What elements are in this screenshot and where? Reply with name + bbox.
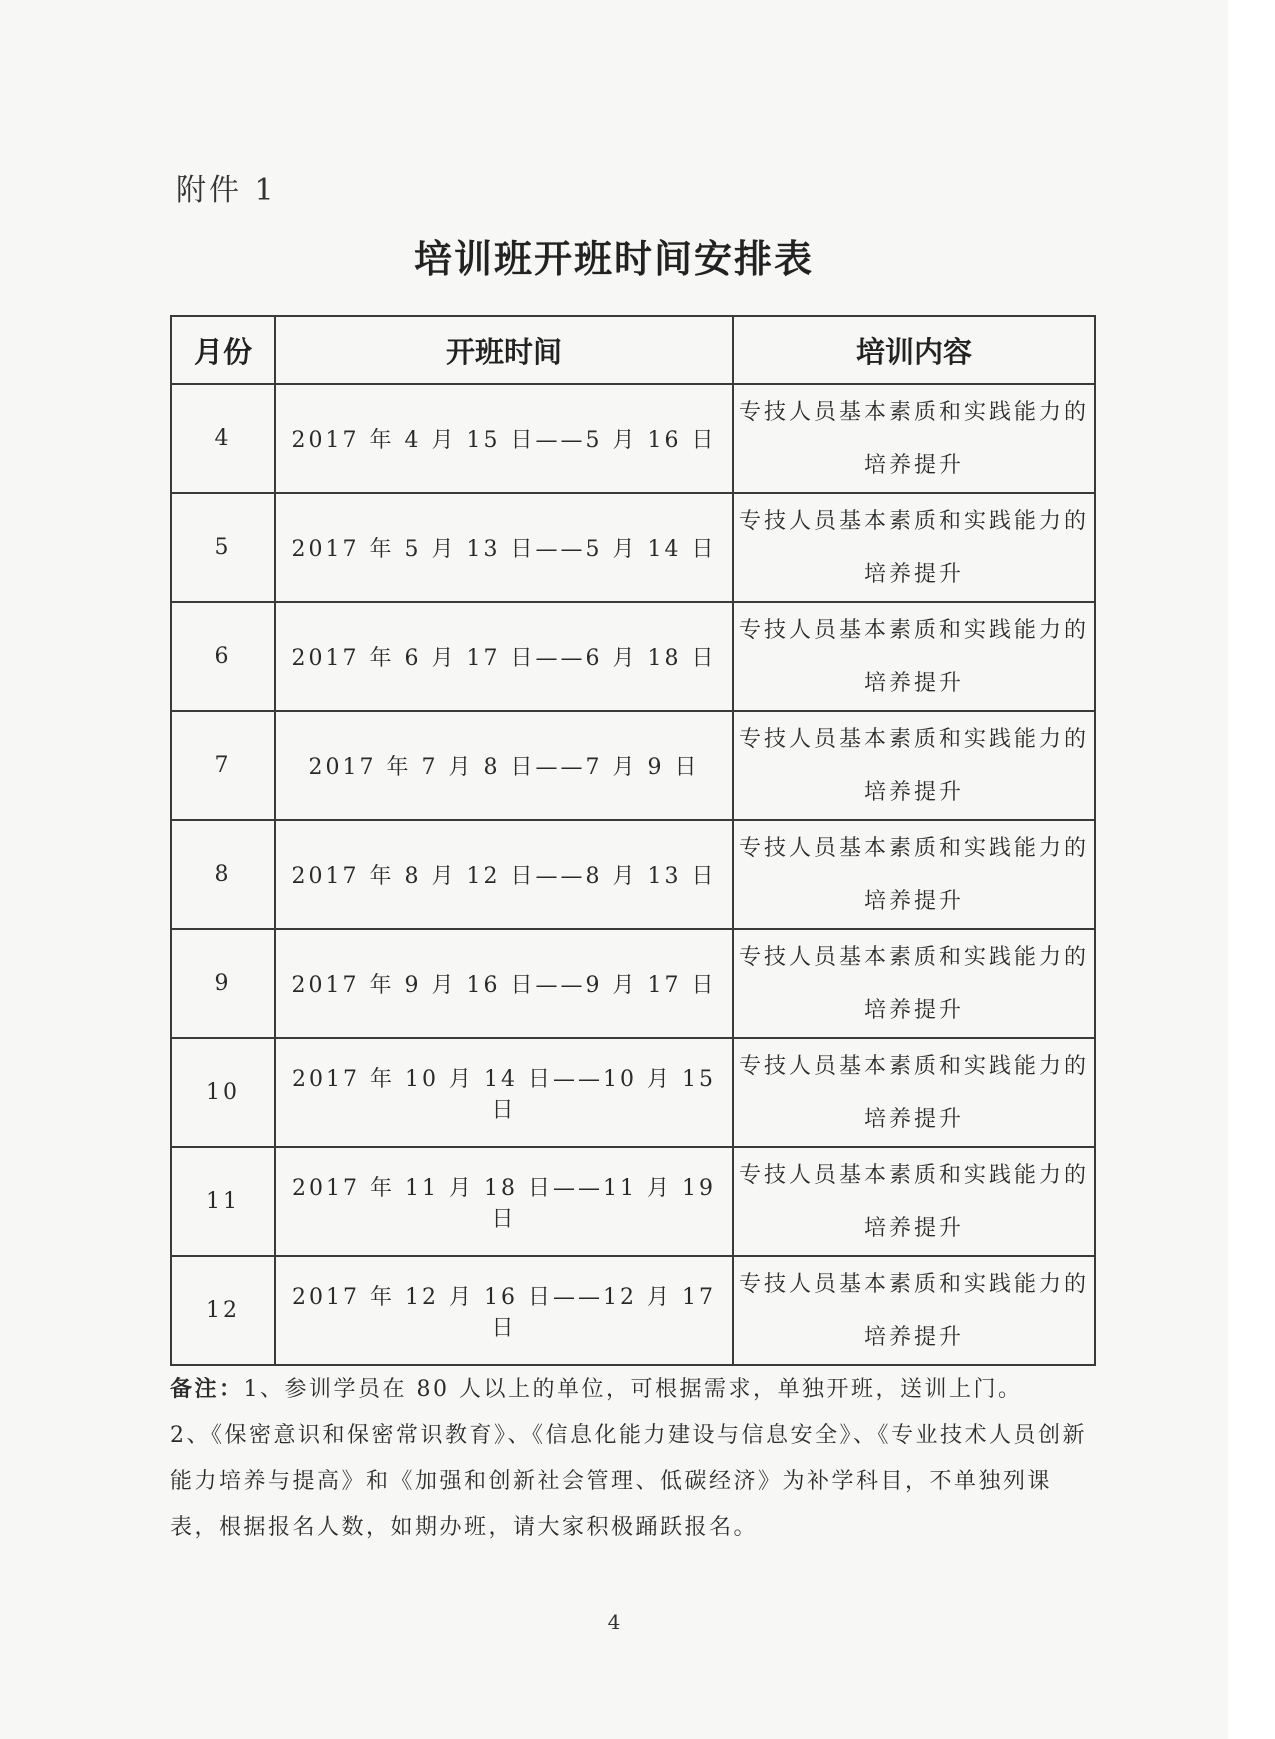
document-title: 培训班开班时间安排表 — [413, 237, 814, 281]
cell-period: 2017 年 12 月 16 日——12 月 17 日 — [275, 1256, 733, 1365]
cell-month: 10 — [171, 1038, 275, 1147]
cell-period: 2017 年 9 月 16 日——9 月 17 日 — [275, 929, 733, 1038]
header-period: 开班时间 — [275, 316, 733, 384]
table-row — [171, 602, 1095, 711]
cell-month: 12 — [171, 1256, 275, 1365]
table-row — [171, 1038, 1095, 1147]
cell-content: 专技人员基本素质和实践能力的培养提升 — [733, 711, 1095, 820]
table-row — [171, 929, 1095, 1038]
cell-period: 2017 年 5 月 13 日——5 月 14 日 — [275, 493, 733, 602]
cell-content: 专技人员基本素质和实践能力的培养提升 — [733, 1147, 1095, 1256]
cell-month: 9 — [171, 929, 275, 1038]
table-header-row — [171, 316, 1095, 384]
cell-content: 专技人员基本素质和实践能力的培养提升 — [733, 1256, 1095, 1365]
cell-content: 专技人员基本素质和实践能力的培养提升 — [733, 602, 1095, 711]
cell-period: 2017 年 10 月 14 日——10 月 15 日 — [275, 1038, 733, 1147]
header-month: 月份 — [171, 316, 275, 384]
schedule-table — [170, 315, 1096, 1366]
cell-month: 6 — [171, 602, 275, 711]
cell-month: 4 — [171, 384, 275, 493]
cell-content: 专技人员基本素质和实践能力的培养提升 — [733, 384, 1095, 493]
cell-content: 专技人员基本素质和实践能力的培养提升 — [733, 1038, 1095, 1147]
table-row — [171, 711, 1095, 820]
page-number: 4 — [607, 1610, 621, 1634]
cell-period: 2017 年 6 月 17 日——6 月 18 日 — [275, 602, 733, 711]
cell-month: 11 — [171, 1147, 275, 1256]
cell-content: 专技人员基本素质和实践能力的培养提升 — [733, 493, 1095, 602]
remarks-section — [170, 1367, 1100, 1551]
remark-line-1 — [170, 1367, 1100, 1413]
header-content: 培训内容 — [733, 316, 1095, 384]
cell-period: 2017 年 7 月 8 日——7 月 9 日 — [275, 711, 733, 820]
table-row — [171, 820, 1095, 929]
cell-content: 专技人员基本素质和实践能力的培养提升 — [733, 929, 1095, 1038]
cell-month: 8 — [171, 820, 275, 929]
remark-note-1: 1、参训学员在 80 人以上的单位，可根据需求，单独开班，送训上门。 — [243, 1377, 1023, 1402]
table-row — [171, 493, 1095, 602]
cell-month: 7 — [171, 711, 275, 820]
remarks-label: 备注： — [170, 1377, 244, 1402]
cell-month: 5 — [171, 493, 275, 602]
table-row — [171, 1147, 1095, 1256]
remark-note-2: 2、《保密意识和保密常识教育》、《信息化能力建设与信息安全》、《专业技术人员创新能力培养与提高》和《加强和创新社会管理、低碳经济》为补学科目，不单独列课表，根据报名人数，如期办班，请大家积极踊跃报名。 — [170, 1423, 1088, 1540]
attachment-label: 附件 1 — [176, 173, 277, 208]
cell-period: 2017 年 11 月 18 日——11 月 19 日 — [275, 1147, 733, 1256]
cell-content: 专技人员基本素质和实践能力的培养提升 — [733, 820, 1095, 929]
table-row — [171, 1256, 1095, 1365]
cell-period: 2017 年 8 月 12 日——8 月 13 日 — [275, 820, 733, 929]
table-row — [171, 384, 1095, 493]
cell-period: 2017 年 4 月 15 日——5 月 16 日 — [275, 384, 733, 493]
